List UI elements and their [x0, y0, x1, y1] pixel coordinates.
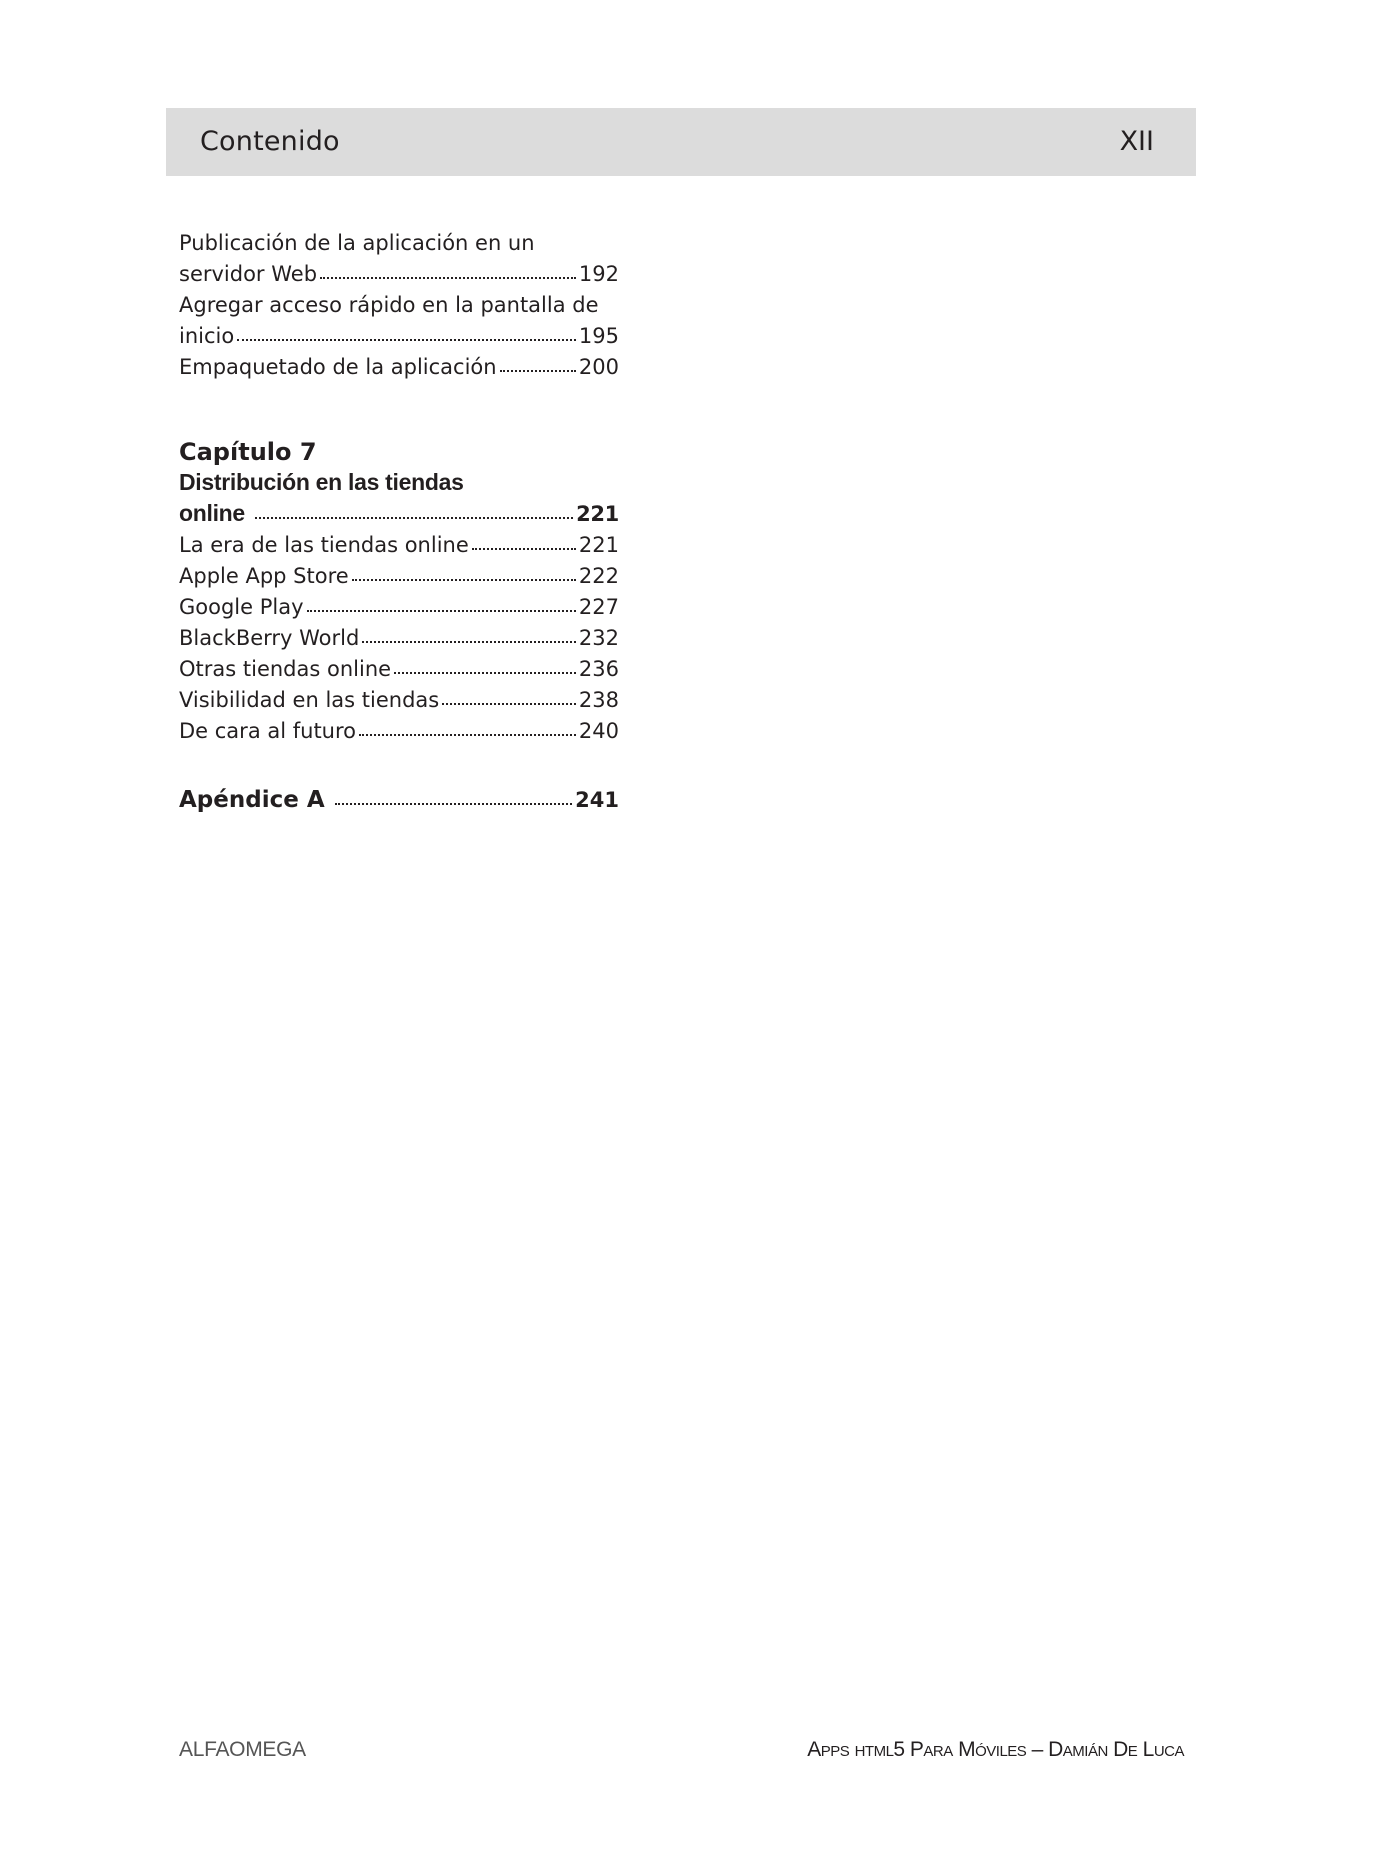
leader-dots	[320, 275, 576, 279]
toc-entry	[179, 685, 619, 716]
appendix-page-number: 241	[575, 788, 619, 812]
toc-entry	[179, 530, 619, 561]
toc-entry-text: Empaquetado de la aplicación	[179, 355, 497, 379]
leader-dots	[307, 608, 576, 612]
leader-dots	[442, 701, 576, 705]
toc-entry-text: servidor Web	[179, 262, 318, 286]
leader-dots	[255, 515, 573, 519]
leader-dots	[362, 639, 576, 643]
toc-page-number: 240	[578, 719, 619, 743]
table-of-contents	[179, 228, 619, 816]
chapter-label: Capítulo 7	[179, 438, 317, 466]
leader-dots	[472, 546, 576, 550]
toc-page-number: 232	[578, 626, 619, 650]
toc-entry	[179, 561, 619, 592]
toc-entry-text: Agregar acceso rápido en la pantalla de	[179, 293, 599, 317]
toc-page-number: 238	[578, 688, 619, 712]
toc-page-number: 200	[578, 355, 619, 379]
toc-entry-text: Google Play	[179, 595, 304, 619]
toc-entry	[179, 654, 619, 685]
toc-entry-text: inicio	[179, 324, 235, 348]
leader-dots	[352, 577, 576, 581]
toc-page-number: 221	[578, 533, 619, 557]
header-title: Contenido	[200, 126, 340, 157]
toc-entry-text: BlackBerry World	[179, 626, 360, 650]
toc-page-number: 236	[578, 657, 619, 681]
toc-entry	[179, 592, 619, 623]
footer-publisher: ALFAOMEGA	[179, 1738, 306, 1761]
appendix-text: Apéndice A	[179, 787, 325, 813]
toc-entry	[179, 623, 619, 654]
toc-page-number: 222	[578, 564, 619, 588]
toc-entry	[179, 290, 619, 352]
page-header	[166, 108, 1196, 176]
toc-entry	[179, 352, 619, 383]
chapter-page-number: 221	[576, 502, 619, 526]
toc-entry-text: De cara al futuro	[179, 719, 357, 743]
toc-entry	[179, 228, 619, 290]
toc-entry-text: Publicación de la aplicación en un	[179, 231, 535, 255]
toc-entry-text: Visibilidad en las tiendas	[179, 688, 440, 712]
toc-page-number: 195	[578, 324, 619, 348]
leader-dots	[500, 368, 576, 372]
chapter-title	[179, 467, 619, 530]
header-page-number: XII	[1119, 126, 1154, 157]
appendix-entry	[179, 785, 619, 816]
toc-page-number: 192	[578, 262, 619, 286]
leader-dots	[237, 337, 576, 341]
leader-dots	[335, 801, 573, 805]
footer-book-title: Apps html5 Para Móviles – Damián De Luca	[807, 1738, 1184, 1761]
toc-page-number: 227	[578, 595, 619, 619]
toc-entry-text: Otras tiendas online	[179, 657, 392, 681]
chapter-title-text: online	[179, 500, 245, 526]
toc-entry-text: Apple App Store	[179, 564, 349, 588]
leader-dots	[359, 732, 576, 736]
toc-entry	[179, 716, 619, 747]
chapter-title-text: Distribución en las tiendas	[179, 469, 464, 495]
toc-entry-text: La era de las tiendas online	[179, 533, 469, 557]
leader-dots	[394, 670, 576, 674]
